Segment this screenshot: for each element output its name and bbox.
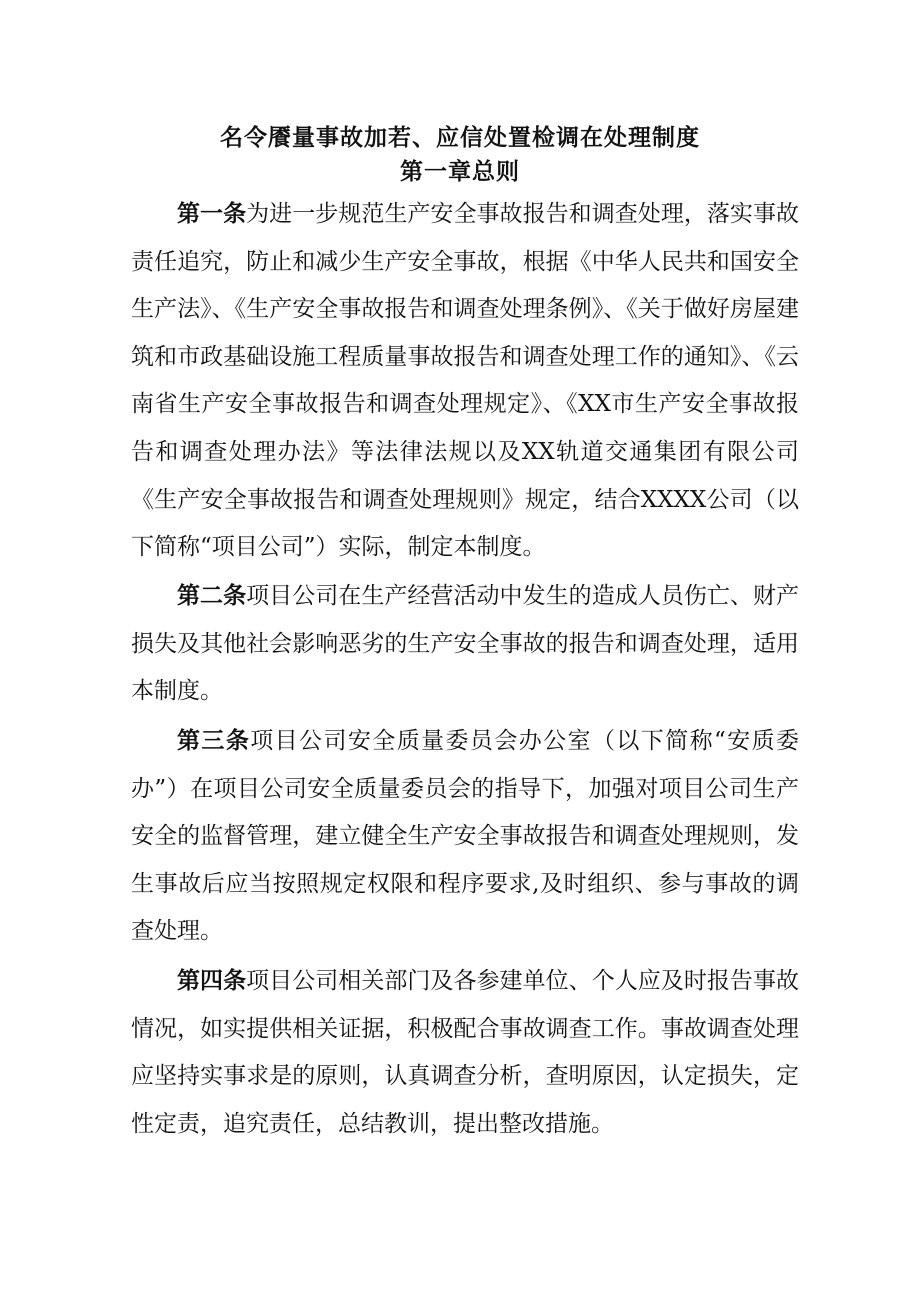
article-2 bbox=[131, 572, 799, 716]
article-4 bbox=[131, 957, 799, 1148]
article-2-text: 项目公司在生产经营活动中发生的造成人员伤亡、财产损失及其他社会影响恶劣的生产安全事故的报告和调查处理，适用本制度。 bbox=[131, 583, 800, 705]
article-4-text: 项目公司相关部门及各参建单位、个人应及时报告事故情况，如实提供相关证据，积极配合事故调查工作。事故调查处理应坚持实事求是的原则，认真调查分析，查明原因，认定损失，定性定责，追究责任，总结教训，提出整改措施。 bbox=[131, 968, 800, 1137]
chapter-heading: 第一章总则 bbox=[400, 158, 520, 185]
article-3-number: 第三条 bbox=[177, 727, 251, 754]
article-3 bbox=[131, 717, 799, 956]
article-2-number: 第二条 bbox=[177, 582, 247, 609]
article-1-number: 第一条 bbox=[177, 200, 247, 227]
article-1-text: 为进一步规范生产安全事故报告和调查处理，落实事故责任追究，防止和减少生产安全事故，根据《中华人民共和国安全生产法》、《生产安全事故报告和调查处理条例》、《关于做好房屋建筑和市政基础设施工程质量事故报告和调查处理工作的通知》、《云南省生产安全事故报告和调查处理规定》、《XX市生产安全事故报告和调查处理办法》等法律法规以及XX轨道交通集团有限公司《生产安全事故报告和调查处理规则》规定，结合XXXX公司（以下简称“项目公司”）实际，制定本制度。 bbox=[131, 201, 800, 561]
article-3-text: 项目公司安全质量委员会办公室（以下简称“安质委办”）在项目公司安全质量委员会的指导下，加强对项目公司生产安全的监督管理，建立健全生产安全事故报告和调查处理规则，发生事故后应当按照规定权限和程序要求,及时组织、参与事故的调查处理。 bbox=[131, 728, 799, 945]
article-1 bbox=[131, 190, 799, 572]
article-4-number: 第四条 bbox=[177, 967, 247, 994]
document-title: 名令餍量事故加若、应信处置检调在处理制度 bbox=[220, 124, 700, 151]
